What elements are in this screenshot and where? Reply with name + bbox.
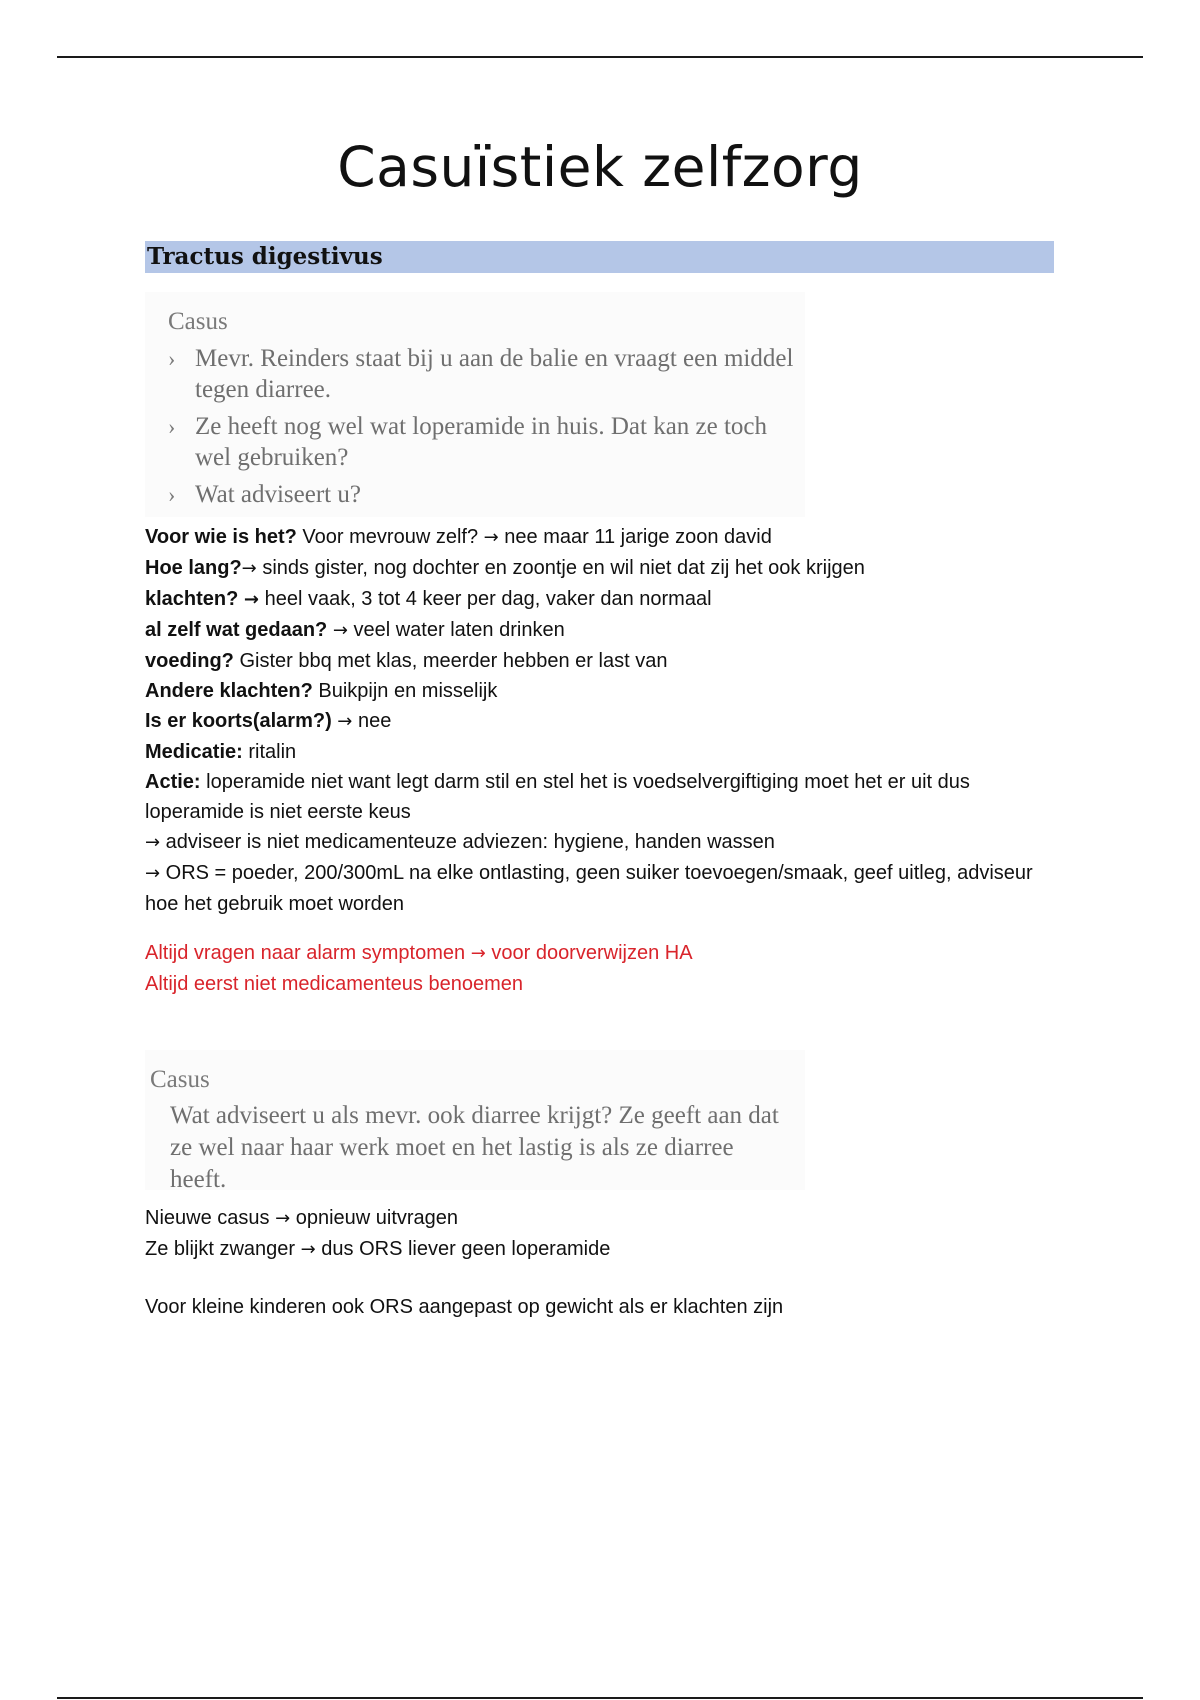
advice-line: [145, 858, 1065, 919]
red-note-text: voor doorverwijzen HA: [485, 942, 693, 964]
slide-bullet-text: Mevr. Reinders staat bij u aan de balie en vraagt een middel tegen diarree.: [195, 345, 794, 403]
red-notes: [145, 938, 1065, 999]
question: Medicatie:: [145, 741, 243, 763]
note-line: Voor kleine kinderen ook ORS aangepast op gewicht als er klachten zijn: [145, 1296, 784, 1318]
slide-image-casus-1: [145, 292, 805, 517]
slide-bullet-item: [168, 479, 795, 510]
arrow-right-icon: →: [241, 558, 257, 579]
answer: heel vaak, 3 tot 4 keer per dag, vaker dan normaal: [259, 588, 712, 610]
answer: nee: [352, 710, 392, 732]
answer: loperamide niet want legt darm stil en stel het is voedselvergiftiging moet het er uit dus loperamide is niet eerste keus: [145, 771, 970, 823]
question: voeding?: [145, 650, 234, 672]
red-note-line: Altijd eerst niet medicamenteus benoemen: [145, 973, 523, 995]
slide-bullet-item: [168, 411, 795, 473]
slide-bullet-text: Ze heeft nog wel wat loperamide in huis. Dat kan ze toch wel gebruiken?: [195, 413, 768, 471]
answer: nee maar 11 jarige zoon david: [498, 526, 772, 548]
document-title: Casuïstiek zelfzorg: [337, 135, 863, 199]
slide-title: Casus: [168, 308, 228, 335]
question: al zelf wat gedaan?: [145, 619, 328, 641]
bullet-chevron-icon: ›: [168, 346, 176, 371]
slide-image-casus-2: [145, 1050, 805, 1193]
top-rule: [57, 56, 1143, 58]
qa-line: [145, 553, 1065, 584]
arrow-right-icon: →: [470, 943, 486, 964]
question: Andere klachten?: [145, 680, 313, 702]
followup-text: Ze blijkt zwanger: [145, 1238, 301, 1260]
arrow-right-icon: →: [275, 1208, 291, 1229]
qa-line: [145, 615, 1065, 646]
bullet-chevron-icon: ›: [168, 414, 176, 439]
note-block: [145, 1292, 1065, 1322]
qa-line: [145, 584, 1065, 615]
answer: Voor mevrouw zelf?: [296, 526, 484, 548]
arrow-right-icon: →: [332, 620, 348, 641]
arrow-right-icon: →: [145, 832, 161, 853]
qa-line: [145, 646, 1065, 676]
answer: ritalin: [242, 741, 297, 763]
arrow-right-icon: →: [243, 589, 260, 610]
advice-line: [145, 827, 1065, 858]
followup-text: opnieuw uitvragen: [290, 1207, 459, 1229]
section-heading: Tractus digestivus: [145, 241, 1054, 273]
slide-title: Casus: [150, 1066, 210, 1093]
red-note-text: Altijd vragen naar alarm symptomen: [145, 942, 471, 964]
followup-text: Nieuwe casus: [145, 1207, 276, 1229]
followup-text: dus ORS liever geen loperamide: [315, 1238, 611, 1260]
answer: sinds gister, nog dochter en zoontje en wil niet dat zij het ook krijgen: [256, 557, 865, 579]
answer: veel water laten drinken: [347, 619, 565, 641]
question: klachten?: [145, 588, 244, 610]
question: Hoe lang?: [145, 557, 242, 579]
bullet-chevron-icon: ›: [168, 482, 176, 507]
arrow-right-icon: →: [483, 527, 499, 548]
advice-text: adviseer is niet medicamenteuze adviezen: hygiene, handen wassen: [160, 831, 775, 853]
qa-line: [145, 706, 1065, 737]
arrow-right-icon: →: [145, 863, 161, 884]
answer: Gister bbq met klas, meerder hebben er last van: [233, 650, 668, 672]
red-note-line: [145, 938, 1065, 969]
answer: Buikpijn en misselijk: [312, 680, 498, 702]
slide-bullet-text: Wat adviseert u?: [195, 481, 361, 508]
slide-text: Wat adviseert u als mevr. ook diarree krijgt? Ze geeft aan dat ze wel naar haar werk moet en het lastig is als ze diarree heeft.: [170, 1102, 779, 1193]
slide-bullet-list: [168, 343, 795, 516]
followup-block: [145, 1203, 1065, 1265]
arrow-right-icon: →: [300, 1239, 316, 1260]
question: Actie:: [145, 771, 201, 793]
question: Is er koorts(alarm?): [145, 710, 332, 732]
question: Voor wie is het?: [145, 526, 297, 548]
followup-line: [145, 1234, 1065, 1265]
qa-line: [145, 737, 1065, 767]
bottom-rule: [57, 1697, 1143, 1699]
advice-text: ORS = poeder, 200/300mL na elke ontlasting, geen suiker toevoegen/smaak, geef uitleg, adviseur hoe het gebruik moet worden: [145, 862, 1033, 915]
qa-line: [145, 522, 1065, 553]
qa-line: [145, 767, 1065, 827]
qa-line: [145, 676, 1065, 706]
qa-block: [145, 522, 1065, 919]
arrow-right-icon: →: [337, 711, 353, 732]
slide-bullet-item: [168, 343, 795, 405]
followup-line: [145, 1203, 1065, 1234]
